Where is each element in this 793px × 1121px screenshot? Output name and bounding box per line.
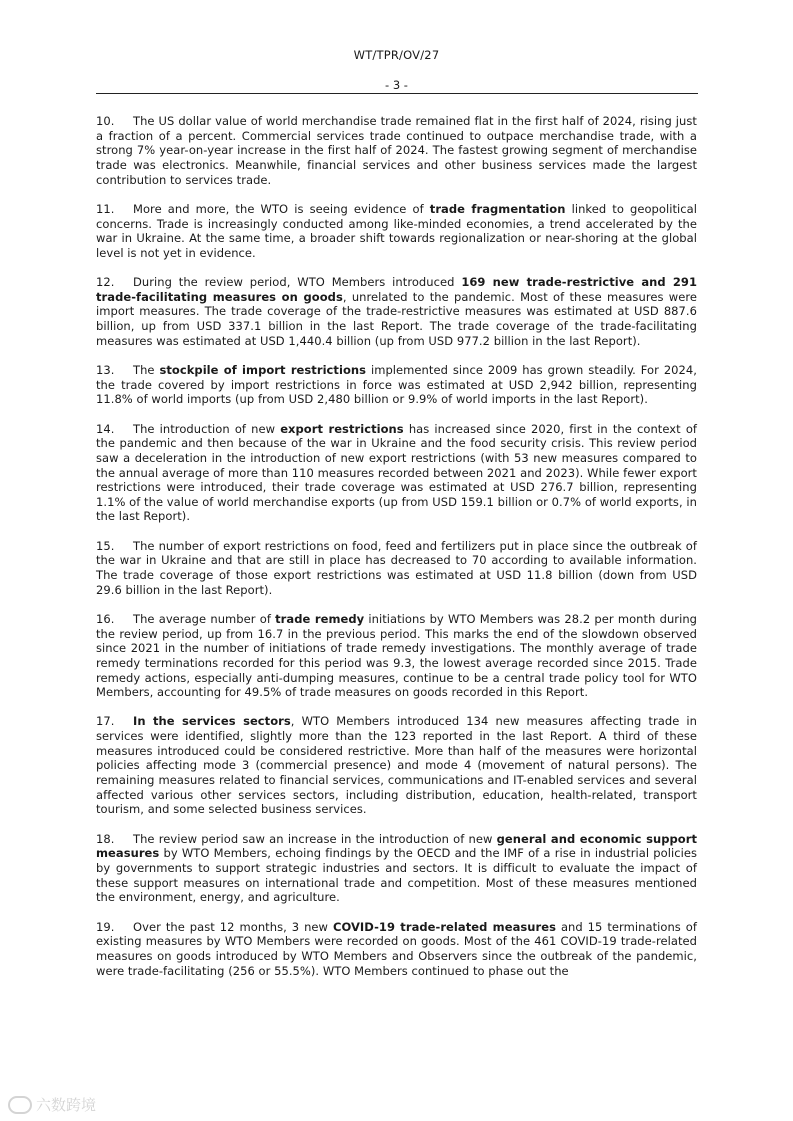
- paragraph-19: [96, 920, 697, 979]
- bold-phrase: general and economic support measures: [96, 831, 697, 861]
- paragraph-14: [96, 422, 697, 525]
- paragraph-text: linked to geopolitical concerns. Trade is increasingly conducted among like-minded economies, a trend accelerated by the war in Ukraine. At the same time, a broader shift towards regionalization or near-shoring at the global level is not yet in evidence.: [96, 201, 697, 260]
- bold-phrase: trade remedy: [275, 611, 365, 626]
- paragraph-text: The review period saw an increase in the introduction of new: [133, 831, 497, 846]
- paragraph-text: , WTO Members introduced 134 new measures affecting trade in services were identified, slightly more than the 123 reported in the last Report. A third of these measures introduced could be considered restrictive. More than half of the measures were horizontal policies affecting mode 3 (commercial presence) and mode 4 (movement of natural persons). The remaining measures related to financial services, communications and IT-enabled services and several affected various other services sectors, including distribution, education, health-related, transport tourism, and some selected business services.: [96, 714, 697, 817]
- paragraph-text: The US dollar value of world merchandise trade remained flat in the first half of 2024, rising just a fraction of a percent. Commercial services trade continued to outpace merchandise trade, with a strong 7% year-on-year increase in the first half of 2024. The fastest growing segment of merchandise trade was electronics. Meanwhile, financial services and other business services made the largest contribution to services trade.: [96, 114, 697, 187]
- paragraph-17: [96, 714, 697, 817]
- paragraph-text: The number of export restrictions on food, feed and fertilizers put in place since the outbreak of the war in Ukraine and that are still in place has decreased to 70 according to available information. The trade coverage of those export restrictions was estimated at USD 11.8 billion (down from USD 29.6 billion in the last Report).: [96, 538, 697, 597]
- paragraph-text: by WTO Members, echoing findings by the OECD and the IMF of a rise in industrial policies by governments to support strategic industries and sectors. It is difficult to evaluate the impact of these support measures on international trade and competition. Most of these measures mentioned the environment, energy, and agriculture.: [96, 846, 697, 905]
- paragraph-text: The average number of: [133, 611, 276, 626]
- paragraph-number: 16.: [96, 611, 115, 626]
- paragraph-number: 19.: [96, 919, 115, 934]
- bold-phrase: COVID-19 trade-related measures: [332, 919, 556, 934]
- paragraph-number: 11.: [96, 201, 115, 216]
- bold-phrase: trade fragmentation: [429, 201, 566, 216]
- bold-phrase: export restrictions: [280, 421, 404, 436]
- paragraph-number: 18.: [96, 831, 115, 846]
- paragraph-15: [96, 539, 697, 598]
- paragraph-text: , unrelated to the pandemic. Most of these measures were import measures. The trade coverage of the trade-restrictive measures was estimated at USD 887.6 billion, up from USD 337.1 billion in the last Report. The trade coverage of the trade-facilitating measures was estimated at USD 1,440.4 billion (up from USD 977.2 billion in the last Report).: [96, 289, 698, 348]
- paragraph-16: [96, 612, 697, 700]
- watermark: [8, 1094, 96, 1115]
- paragraph-text: initiations by WTO Members was 28.2 per month during the review period, up from 16.7 in the previous period. This marks the end of the slowdown observed since 2021 in the number of initiations of trade remedy investigations. The monthly average of trade remedy terminations recorded for this period was 9.3, the lowest average recorded since 2015. Trade remedy actions, especially anti-dumping measures, continue to be a central trade policy tool for WTO Members, accounting for 49.5% of trade measures on goods recorded in this Report.: [96, 611, 698, 700]
- paragraph-text: Over the past 12 months, 3 new: [133, 919, 333, 934]
- paragraph-13: [96, 363, 697, 407]
- paragraph-12: [96, 275, 697, 348]
- header-rule: [96, 93, 698, 94]
- watermark-text: 六数跨境: [36, 1096, 97, 1114]
- paragraph-text: and 15 terminations of existing measures by WTO Members were recorded on goods. Most of the 461 COVID-19 trade-related measures on goods introduced by WTO Members and Observers since the outbreak of the pandemic, were trade-facilitating (256 or 55.5%). WTO Members continued to phase out the: [96, 919, 697, 978]
- paragraph-text: has increased since 2020, first in the context of the pandemic and then because of the war in Ukraine and the food security crisis. This review period saw a deceleration in the introduction of new export restrictions (with 53 new measures compared to the annual average of more than 110 measures recorded between 2021 and 2023). While fewer export restrictions were introduced, their trade coverage was estimated at USD 276.7 billion, representing 1.1% of the value of world merchandise exports (up from USD 159.1 billion or 0.7% of world exports, in the last Report).: [96, 421, 697, 524]
- paragraph-10: [96, 114, 697, 187]
- paragraph-number: 15.: [96, 538, 115, 553]
- paragraph-number: 12.: [96, 275, 115, 290]
- page-number: - 3 -: [385, 78, 408, 92]
- paragraph-text: The: [133, 362, 160, 377]
- bold-phrase: stockpile of import restrictions: [159, 362, 367, 377]
- paragraph-text: During the review period, WTO Members introduced: [133, 275, 462, 290]
- paragraph-number: 14.: [96, 421, 115, 436]
- document-symbol: WT/TPR/OV/27: [353, 48, 440, 62]
- paragraph-text: implemented since 2009 has grown steadily. For 2024, the trade covered by import restrictions in force was estimated at USD 2,942 billion, representing 11.8% of world imports (up from USD 2,480 billion or 9.9% of world imports in the last Report).: [96, 362, 697, 407]
- watermark-logo-icon: [8, 1096, 32, 1114]
- bold-phrase: In the services sectors: [133, 714, 291, 729]
- bold-phrase: 169 new trade-restrictive and 291 trade-facilitating measures on goods: [96, 275, 697, 304]
- paragraph-11: [96, 202, 697, 261]
- paragraph-number: 10.: [96, 114, 115, 128]
- paragraph-number: 17.: [96, 714, 115, 729]
- paragraph-text: More and more, the WTO is seeing evidence of: [133, 201, 430, 216]
- paragraph-text: The introduction of new: [133, 421, 281, 436]
- paragraph-number: 13.: [96, 362, 115, 377]
- document-body: [96, 114, 697, 993]
- paragraph-18: [96, 832, 697, 905]
